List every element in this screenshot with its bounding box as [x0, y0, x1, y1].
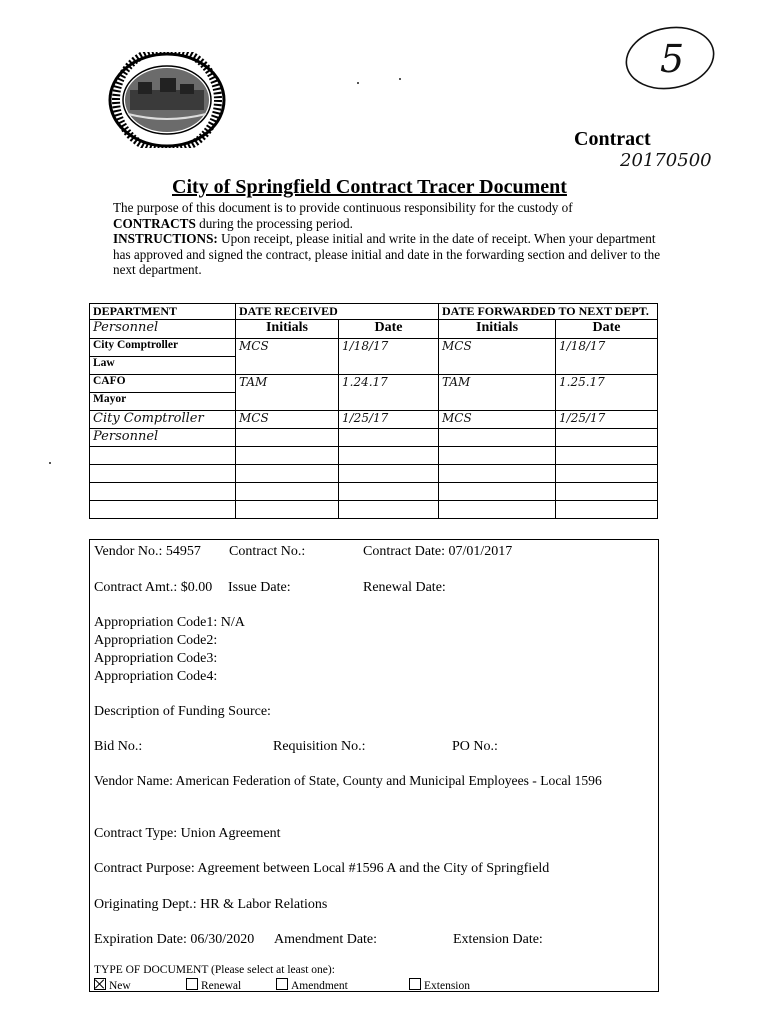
fwd-initials-cell[interactable]: TAM — [439, 375, 556, 411]
requisition-no: Requisition No.: — [273, 739, 366, 754]
doc-type-amendment[interactable] — [276, 978, 348, 992]
fwd-date-cell[interactable]: 1.25.17 — [556, 375, 658, 411]
amendment-label: Amendment — [291, 980, 348, 992]
contract-info-box — [89, 539, 659, 992]
table-row — [90, 429, 658, 447]
vendor-no: Vendor No.: 54957 — [94, 544, 201, 559]
intro-line1: The purpose of this document is to provide continuous responsibility for the custody of — [113, 200, 573, 215]
recv-date-cell[interactable] — [339, 465, 439, 483]
doc-type-extension[interactable] — [409, 978, 470, 992]
recv-initials-cell[interactable] — [236, 501, 339, 519]
tracer-subheader-row — [90, 320, 658, 339]
recv-date-cell[interactable] — [339, 447, 439, 465]
appropriation-code-4: Appropriation Code4: — [94, 669, 218, 684]
fwd-date-cell[interactable] — [556, 465, 658, 483]
doc-type-renewal[interactable] — [186, 978, 241, 992]
po-no: PO No.: — [452, 739, 498, 754]
dept-cell[interactable]: City Comptroller — [90, 411, 236, 429]
contract-no: Contract No.: — [229, 544, 306, 559]
dept-cell[interactable]: Personnel — [90, 320, 236, 339]
fwd-date-cell[interactable] — [556, 483, 658, 501]
instructions-label: INSTRUCTIONS: — [113, 231, 218, 247]
appropriation-code-2: Appropriation Code2: — [94, 633, 218, 648]
table-row — [90, 447, 658, 465]
fwd-initials-cell[interactable] — [439, 483, 556, 501]
dept-cell[interactable] — [90, 501, 236, 519]
subheader-initials: Initials — [236, 320, 339, 339]
table-row — [90, 339, 658, 357]
fwd-date-cell[interactable] — [556, 501, 658, 519]
header-received: DATE RECEIVED — [236, 304, 439, 320]
doc-number: 20170500 — [620, 150, 712, 171]
dept-cell: Law — [90, 357, 236, 375]
extension-date: Extension Date: — [453, 932, 543, 947]
recv-date-cell[interactable] — [339, 483, 439, 501]
amendment-date: Amendment Date: — [274, 932, 378, 947]
amendment-checkbox[interactable] — [276, 978, 288, 990]
tracer-table — [89, 303, 658, 519]
recv-initials-cell[interactable] — [236, 447, 339, 465]
header-forwarded: DATE FORWARDED TO NEXT DEPT. — [439, 304, 658, 320]
funding-source: Description of Funding Source: — [94, 704, 271, 719]
recv-initials-cell[interactable] — [236, 429, 339, 447]
dept-cell[interactable] — [90, 465, 236, 483]
fwd-date-cell[interactable] — [556, 447, 658, 465]
dept-cell: CAFO — [90, 375, 236, 393]
appropriation-code-3: Appropriation Code3: — [94, 651, 218, 666]
fwd-date-cell[interactable]: 1/18/17 — [556, 339, 658, 375]
instructions-text: Upon receipt, please initial and write in the date of receipt. When your department has approved and signed the contract, please initial and date in the forwarding section and deliver to the next department. — [113, 231, 661, 278]
recv-date-cell[interactable]: 1/25/17 — [339, 411, 439, 429]
new-checkbox[interactable] — [94, 978, 106, 990]
tracer-header-row — [90, 304, 658, 320]
header-department: DEPARTMENT — [90, 304, 236, 320]
table-row — [90, 465, 658, 483]
speck — [399, 78, 401, 80]
recv-initials-cell[interactable]: MCS — [236, 411, 339, 429]
contract-amount: Contract Amt.: $0.00 — [94, 580, 213, 595]
expiration-date: Expiration Date: 06/30/2020 — [94, 932, 255, 947]
fwd-initials-cell[interactable]: MCS — [439, 339, 556, 375]
extension-label: Extension — [424, 980, 470, 992]
contract-purpose: Contract Purpose: Agreement between Local #1596 A and the City of Springfield — [94, 861, 550, 876]
new-label: New — [109, 980, 131, 992]
originating-dept: Originating Dept.: HR & Labor Relations — [94, 897, 328, 912]
recv-initials-cell[interactable] — [236, 465, 339, 483]
fwd-initials-cell[interactable] — [439, 465, 556, 483]
subheader-date: Date — [339, 320, 439, 339]
recv-date-cell[interactable]: 1.24.17 — [339, 375, 439, 411]
table-row — [90, 375, 658, 393]
table-row — [90, 501, 658, 519]
doc-label: Contract — [574, 128, 651, 150]
fwd-initials-cell[interactable]: MCS — [439, 411, 556, 429]
vendor-name: Vendor Name: American Federation of State, County and Municipal Employees - Local 1596 — [94, 773, 602, 788]
appropriation-code-1: Appropriation Code1: N/A — [94, 615, 245, 630]
renewal-label: Renewal — [201, 980, 242, 992]
circled-number-text: 5 — [660, 37, 685, 81]
subheader-date: Date — [556, 320, 658, 339]
intro-line2: during the processing period. — [195, 215, 353, 231]
fwd-initials-cell[interactable] — [439, 501, 556, 519]
dept-cell[interactable]: Personnel — [90, 429, 236, 447]
fwd-initials-cell[interactable] — [439, 429, 556, 447]
recv-initials-cell[interactable]: TAM — [236, 375, 339, 411]
dept-cell: Mayor — [90, 393, 236, 411]
contract-type: Contract Type: Union Agreement — [94, 826, 281, 841]
renewal-date: Renewal Date: — [363, 580, 446, 595]
dept-cell[interactable] — [90, 483, 236, 501]
circled-number — [620, 20, 716, 90]
recv-date-cell[interactable] — [339, 501, 439, 519]
renewal-checkbox[interactable] — [186, 978, 198, 990]
extension-checkbox[interactable] — [409, 978, 421, 990]
contract-date: Contract Date: 07/01/2017 — [363, 544, 513, 559]
bid-no: Bid No.: — [94, 739, 143, 754]
issue-date: Issue Date: — [228, 580, 291, 595]
fwd-date-cell[interactable] — [556, 429, 658, 447]
speck — [49, 462, 51, 464]
doc-type-new[interactable] — [94, 978, 131, 992]
dept-cell[interactable] — [90, 447, 236, 465]
intro-text — [113, 200, 673, 278]
recv-initials-cell[interactable]: MCS — [236, 339, 339, 375]
doc-type-label: TYPE OF DOCUMENT (Please select at least one): — [94, 964, 335, 976]
recv-date-cell[interactable]: 1/18/17 — [339, 339, 439, 375]
recv-date-cell[interactable] — [339, 429, 439, 447]
speck — [357, 82, 359, 84]
page-title: City of Springfield Contract Tracer Document — [172, 176, 567, 198]
subheader-initials: Initials — [439, 320, 556, 339]
recv-initials-cell[interactable] — [236, 483, 339, 501]
intro-bold: CONTRACTS — [113, 215, 196, 231]
table-row — [90, 483, 658, 501]
table-row — [90, 411, 658, 429]
city-seal-icon — [108, 52, 226, 148]
fwd-initials-cell[interactable] — [439, 447, 556, 465]
fwd-date-cell[interactable]: 1/25/17 — [556, 411, 658, 429]
dept-cell: City Comptroller — [90, 339, 236, 357]
